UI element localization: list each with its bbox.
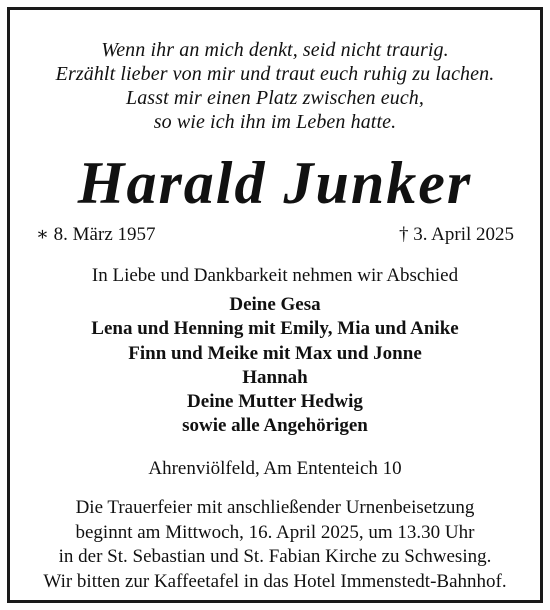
mourner-entry: Lena und Henning mit Emily, Mia und Anike: [91, 318, 459, 340]
death-date: † 3. April 2025: [398, 224, 514, 245]
life-dates: [36, 222, 514, 248]
mourners-list: [10, 293, 540, 439]
ceremony-line: Die Trauerfeier mit anschließender Urnenbeisetzung: [75, 497, 475, 518]
obituary-frame: [7, 7, 543, 603]
ceremony-details: [10, 496, 540, 594]
poem-verse: [10, 38, 540, 134]
family-address: Ahrenviölfeld, Am Ententeich 10: [148, 458, 402, 479]
mourner-entry: Deine Gesa: [229, 294, 321, 315]
ceremony-line: beginnt am Mittwoch, 16. April 2025, um 13.30 Uhr: [75, 521, 475, 543]
poem-line: Lasst mir einen Platz zwischen euch,: [125, 87, 425, 109]
deceased-name: Harald Junker: [77, 150, 473, 216]
mourner-entry: Hannah: [242, 366, 308, 388]
mourner-entry: Finn und Meike mit Max und Jonne: [128, 342, 422, 364]
mourner-entry: sowie alle Angehörigen: [182, 415, 368, 437]
farewell-intro: In Liebe und Dankbarkeit nehmen wir Abschied: [91, 265, 459, 286]
poem-line: so wie ich ihn im Leben hatte.: [153, 111, 397, 133]
ceremony-line: Wir bitten zur Kaffeetafel in das Hotel Immenstedt-Bahnhof.: [43, 570, 507, 592]
poem-line: Erzählt lieber von mir und traut euch ruhig zu lachen.: [55, 63, 495, 85]
poem-line: Wenn ihr an mich denkt, seid nicht traurig.: [101, 39, 449, 61]
birth-date: ∗ 8. März 1957: [36, 224, 156, 245]
mourner-entry: Deine Mutter Hedwig: [187, 391, 363, 413]
obituary-content: [10, 10, 540, 600]
ceremony-line: in der St. Sebastian und St. Fabian Kirche zu Schwesing.: [58, 546, 492, 567]
